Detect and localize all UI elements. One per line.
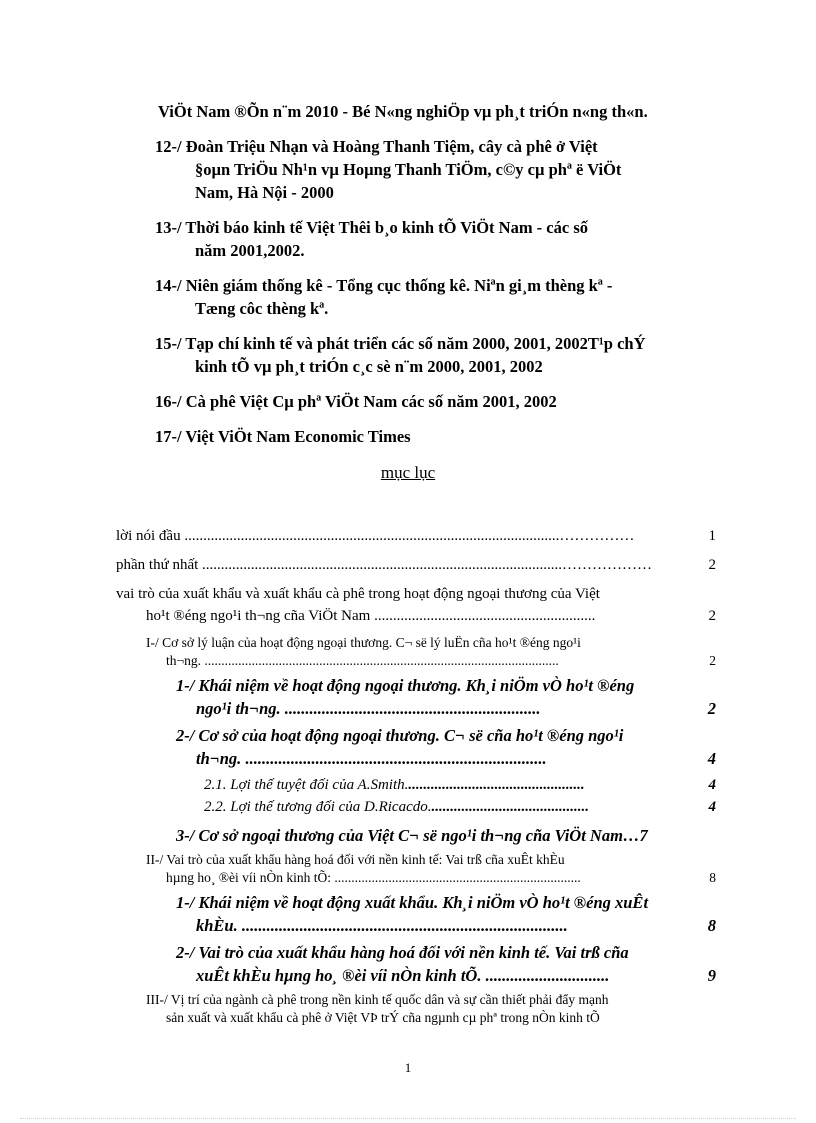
- toc-entry-title: 2.1. Lợi thế tuyệt đối của A.Smith.: [204, 777, 409, 793]
- toc-page-number: 2: [709, 653, 716, 668]
- toc-leader: ..............................................................: [284, 699, 541, 718]
- toc-entry-title: 2-/ Vai trò của xuất khẩu hàng hoá đối với nền kinh tế. Vai trß cña: [176, 943, 629, 962]
- toc-page-number: 8: [709, 870, 716, 885]
- reference-item: [155, 100, 755, 123]
- toc-entry-title: 2-/ Cơ sở của hoạt động ngoại thương. C¬ së cña ho¹t ®éng ngo¹i: [176, 726, 624, 745]
- toc-entry[interactable]: [116, 796, 716, 818]
- toc-entry[interactable]: [116, 991, 716, 1027]
- reference-text: 12-/ Đoàn Triệu Nhạn và Hoàng Thanh Tiệm, cây cà phê ở Việt: [155, 137, 598, 156]
- reference-text: 14-/ Niên giám thống kê - Tổng cục thống kê. Niªn gi¸m thèng kª -: [155, 276, 613, 295]
- reference-text: 15-/ Tạp chí kinh tế và phát triển các số năm 2000, 2001, 2002T¹p chÝ: [155, 334, 646, 353]
- toc-page-number: 2: [707, 699, 716, 718]
- toc-leader: .........................................................................: [334, 870, 581, 885]
- reference-text: 17-/ Việt ViÖt Nam Economic Times: [155, 427, 411, 446]
- page-border: [20, 1118, 796, 1119]
- toc-entry[interactable]: [116, 674, 716, 720]
- toc-entry-title-cont: xuÊt khÈu hµng ho¸ ®èi víi nÒn kinh tÕ.: [196, 966, 482, 985]
- toc-entry-title: 3-/ Cơ sở ngoại thương của Việt C¬ së ngo¹i th¬ng cña ViÖt Nam: [176, 826, 623, 845]
- toc-entry-title: phần thứ nhất: [116, 557, 199, 573]
- reference-item: [155, 216, 755, 262]
- reference-list: [155, 100, 755, 460]
- reference-item: [155, 135, 755, 204]
- toc-entry-title-cont: th¬ng.: [166, 653, 201, 668]
- table-of-contents: [116, 525, 716, 1031]
- toc-entry-title-cont: ho¹t ®éng ngo¹i th¬ng cña ViÖt Nam: [146, 608, 371, 624]
- toc-entry[interactable]: [116, 891, 716, 937]
- toc-entry-title: 1-/ Khái niệm về hoạt động ngoại thương. Kh¸i niÖm vÒ ho¹t ®éng: [176, 676, 635, 695]
- reference-item: [155, 274, 755, 320]
- toc-leader: ...............................................: [408, 777, 585, 793]
- toc-leader: ..............................: [485, 966, 610, 985]
- toc-page-number: 4: [707, 749, 716, 768]
- toc-leader: ....................................................................................................……………: [184, 528, 635, 544]
- reference-item: [155, 332, 755, 378]
- reference-text-cont: kinh tÕ vµ ph¸t triÓn c¸c sè n¨m 2000, 2001, 2002: [195, 357, 543, 376]
- reference-text-cont: §oµn TriÖu Nh¹n vµ Hoµng Thanh TiÖm, c©y cµ phª ë ViÖt: [195, 160, 622, 179]
- toc-entry[interactable]: [116, 851, 716, 887]
- toc-leader: ...............................................................................: [241, 916, 568, 935]
- page-number: 1: [404, 1060, 412, 1075]
- toc-entry-title: vai trò của xuất khẩu và xuất khẩu cà phê trong hoạt động ngoại thương của Việt: [116, 586, 600, 602]
- reference-text: 13-/ Thời báo kinh tế Việt Thêi b¸o kinh tÕ ViÖt Nam - các số: [155, 218, 588, 237]
- toc-entry-title-cont: sản xuất và xuất khẩu cà phê ở Việt VÞ trÝ cña ngµnh cµ phª trong nÒn kinh tÕ: [166, 1010, 600, 1025]
- toc-entry-title: 2.2. Lợi thế tương đối của D.Ricacdo.: [204, 799, 432, 815]
- toc-leader: ...........................................................: [374, 608, 596, 624]
- toc-page-number: 1: [708, 528, 716, 544]
- toc-leader: .........................................................................: [245, 749, 547, 768]
- toc-entry[interactable]: [116, 724, 716, 770]
- toc-entry[interactable]: [116, 634, 716, 670]
- toc-entry[interactable]: [116, 525, 716, 547]
- reference-item: [155, 425, 755, 448]
- toc-leader: .........................................................................................................: [204, 653, 559, 668]
- toc-entry-title: III-/ Vị trí của ngành cà phê trong nền kinh tế quốc dân và sự cần thiết phải đẩy mạnh: [146, 992, 609, 1007]
- reference-text: ViÖt Nam ®Õn n¨m 2010 - Bé N«ng nghiÖp vµ ph¸t triÓn n«ng th«n.: [158, 102, 648, 121]
- toc-entry-title-cont: th¬ng.: [196, 749, 242, 768]
- toc-leader: ................................................................................................………………: [202, 557, 653, 573]
- toc-entry[interactable]: [116, 554, 716, 576]
- toc-entry-title: 1-/ Khái niệm về hoạt động xuất khẩu. Kh¸i niÖm vÒ ho¹t ®éng xuÊt: [176, 893, 649, 912]
- toc-page-number: 4: [708, 777, 716, 793]
- toc-page-number: 7: [639, 826, 648, 845]
- toc-entry[interactable]: [116, 583, 736, 627]
- toc-entry[interactable]: [116, 941, 716, 987]
- toc-entry[interactable]: [116, 774, 716, 796]
- toc-leader: …: [622, 826, 640, 845]
- toc-page-number: 8: [707, 916, 716, 935]
- toc-page-number: 9: [707, 966, 716, 985]
- reference-text: 16-/ Cà phê Việt Cµ phª ViÖt Nam các số năm 2001, 2002: [155, 392, 557, 411]
- reference-text-cont: Tæng côc thèng kª.: [195, 299, 329, 318]
- toc-page-number: 2: [708, 557, 716, 573]
- toc-entry-title: II-/ Vai trò của xuất khẩu hàng hoá đối với nền kinh tế: Vai trß cña xuÊt khÈu: [146, 852, 565, 867]
- toc-title: mục lục: [380, 463, 436, 482]
- toc-entry-title: lời nói đầu: [116, 528, 181, 544]
- toc-entry[interactable]: [116, 824, 736, 847]
- toc-page-number: 4: [708, 799, 716, 815]
- reference-item: [155, 390, 755, 413]
- toc-entry-title-cont: ngo¹i th¬ng.: [196, 699, 281, 718]
- reference-text-cont: Nam, Hà Nội - 2000: [195, 183, 334, 202]
- toc-page-number: 2: [708, 608, 716, 624]
- toc-entry-title-cont: khÈu.: [196, 916, 238, 935]
- reference-text-cont: năm 2001,2002.: [195, 241, 305, 260]
- toc-leader: ..........................................: [431, 799, 589, 815]
- toc-entry-title: I-/ Cơ sở lý luận của hoạt động ngoại thương. C¬ së lý luËn cña ho¹t ®éng ngo¹i: [146, 635, 581, 650]
- toc-entry-title-cont: hµng ho¸ ®èi víi nÒn kinh tÕ:: [166, 870, 332, 885]
